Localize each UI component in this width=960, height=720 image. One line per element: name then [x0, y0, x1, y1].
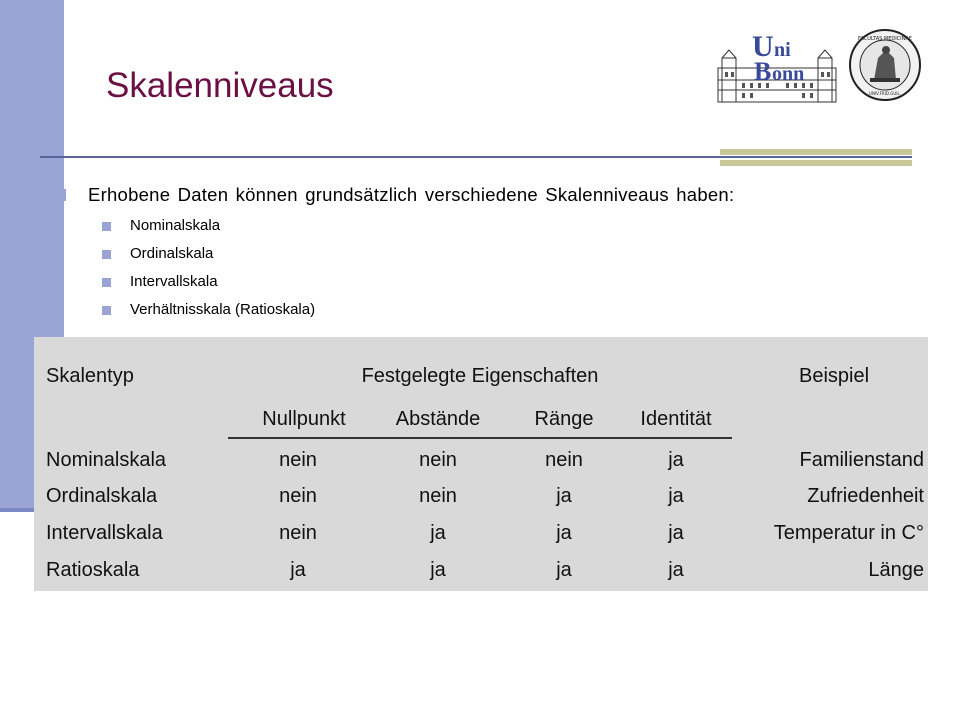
subheader-raenge: Ränge	[534, 408, 594, 430]
sub-bullet-item	[54, 268, 734, 296]
uni-bonn-logo	[716, 28, 838, 104]
row-value: nein	[279, 449, 317, 471]
row-value: ja	[556, 485, 572, 507]
svg-text:B: B	[754, 57, 772, 86]
row-value: nein	[419, 485, 457, 507]
bullet-list	[54, 181, 734, 324]
row-value: ja	[556, 559, 572, 581]
sub-bullet-list	[54, 212, 734, 324]
row-example: Temperatur in C°	[773, 522, 924, 544]
row-value: ja	[668, 449, 684, 471]
sub-bullet-item	[54, 212, 734, 240]
row-name: Ordinalskala	[46, 485, 158, 507]
main-bullet	[54, 181, 734, 209]
row-value: ja	[290, 559, 306, 581]
sub-bullet-text: Nominalskala	[130, 217, 221, 234]
row-example: Zufriedenheit	[807, 485, 924, 507]
sub-bullet-text: Intervallskala	[130, 273, 218, 290]
subheader-identitaet: Identität	[640, 408, 712, 430]
main-bullet-text: Erhobene Daten können grundsätzlich verschiedene Skalenniveaus haben:	[88, 184, 735, 205]
bullet-square-icon	[54, 189, 66, 201]
scale-table	[34, 337, 928, 591]
row-value: nein	[545, 449, 583, 471]
row-example: Familienstand	[799, 449, 924, 471]
slide-title: Skalenniveaus	[106, 66, 334, 105]
row-name: Nominalskala	[46, 449, 167, 471]
row-value: ja	[556, 522, 572, 544]
svg-text:U: U	[752, 30, 774, 63]
sub-bullet-item	[54, 240, 734, 268]
scale-table-image	[34, 337, 928, 591]
svg-text:onn: onn	[772, 63, 805, 85]
subheader-abstaende: Abstände	[395, 408, 481, 430]
row-value: nein	[279, 485, 317, 507]
sub-bullet-square-icon	[102, 250, 111, 259]
row-value: ja	[430, 559, 446, 581]
row-value: ja	[430, 522, 446, 544]
header-skalentyp: Skalentyp	[46, 365, 134, 387]
row-value: ja	[668, 559, 684, 581]
svg-text:ni: ni	[774, 39, 791, 61]
svg-text:UNIV.FRID.GUIL.: UNIV.FRID.GUIL.	[869, 91, 901, 96]
divider-accent-bottom	[720, 160, 912, 166]
faculty-seal-logo	[848, 28, 922, 102]
sub-bullet-item	[54, 296, 734, 324]
subheader-underline	[228, 437, 732, 439]
row-example: Länge	[868, 559, 924, 581]
row-value: nein	[279, 522, 317, 544]
sub-bullet-square-icon	[102, 306, 111, 315]
sub-bullet-square-icon	[102, 278, 111, 287]
subheader-nullpunkt: Nullpunkt	[262, 408, 346, 430]
header-festgelegte-eigenschaften: Festgelegte Eigenschaften	[361, 365, 599, 387]
row-value: nein	[419, 449, 457, 471]
title-divider	[40, 156, 912, 158]
sub-bullet-text: Verhältnisskala (Ratioskala)	[130, 301, 316, 318]
divider-accent-top	[720, 149, 912, 155]
sub-bullet-container	[54, 212, 734, 324]
svg-text:FACULTAS MEDICINAE: FACULTAS MEDICINAE	[858, 36, 912, 42]
row-value: ja	[668, 485, 684, 507]
row-value: ja	[668, 522, 684, 544]
row-name: Intervallskala	[46, 522, 163, 544]
row-name: Ratioskala	[46, 559, 140, 581]
header-beispiel: Beispiel	[798, 365, 870, 387]
sub-bullet-text: Ordinalskala	[130, 245, 214, 262]
sub-bullet-square-icon	[102, 222, 111, 231]
